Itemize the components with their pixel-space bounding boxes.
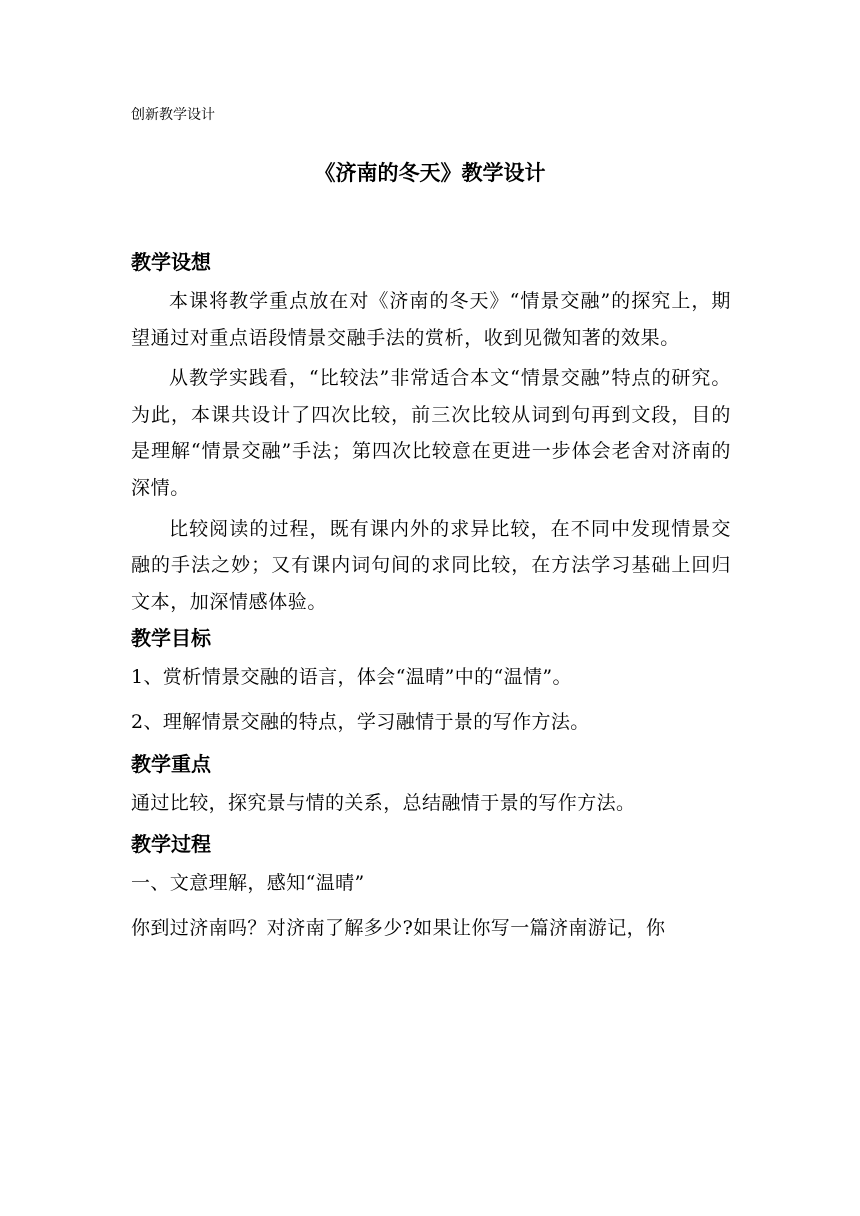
document-title: 《济南的冬天》教学设计 — [314, 160, 546, 185]
paragraph-design-idea-2: 从教学实践看，“比较法”非常适合本文“情景交融”特点的研究。为此，本课共设计了四次比较，前三次比较从词到句再到文段，目的是理解“情景交融”手法；第四次比较意在更进一步体会老舍对济南的深情。 — [131, 367, 731, 499]
section-heading-design-idea: 教学设想 — [131, 250, 211, 274]
key-points-text: 通过比较，探究景与情的关系，总结融情于景的写作方法。 — [131, 792, 636, 815]
document-body — [131, 248, 731, 955]
section-heading-process: 教学过程 — [131, 832, 211, 857]
paragraph-design-idea-1: 本课将教学重点放在对《济南的冬天》“情景交融”的探究上，期望通过对重点语段情景交融手法的赏析，收到见微知著的效果。 — [131, 290, 731, 349]
header-note: 创新教学设计 — [131, 107, 215, 123]
process-step-title: 一、文意理解，感知“温晴” — [131, 872, 365, 895]
section-heading-key-points: 教学重点 — [131, 752, 211, 777]
goal-item-2: 2、理解情景交融的特点，学习融情于景的写作方法。 — [131, 711, 590, 734]
section-heading-goals: 教学目标 — [131, 626, 211, 651]
process-text: 你到过济南吗？对济南了解多少?如果让你写一篇济南游记，你 — [131, 917, 666, 940]
goal-item-1: 1、赏析情景交融的语言，体会“温晴”中的“温情”。 — [131, 666, 572, 689]
paragraph-design-idea-3: 比较阅读的过程，既有课内外的求异比较，在不同中发现情景交融的手法之妙；又有课内词句间的求同比较，在方法学习基础上回归文本，加深情感体验。 — [131, 517, 731, 613]
